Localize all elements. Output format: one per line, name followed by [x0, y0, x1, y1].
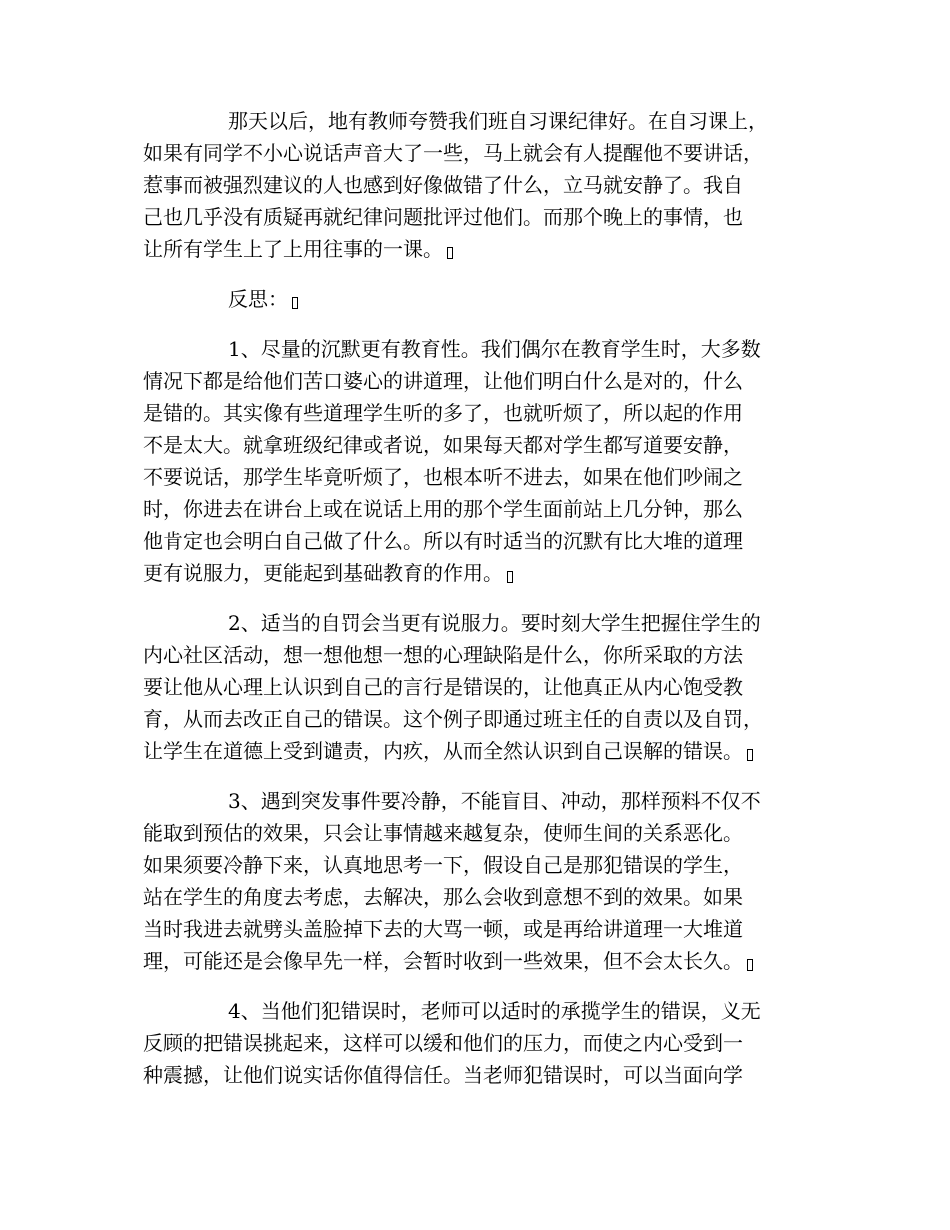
reflection-heading: 反思： — [228, 287, 288, 311]
text-line: 2、适当的自罚会当更有说服力。要时刻大学生把握住学生的 — [228, 611, 761, 635]
paragraph-mark-icon — [292, 297, 298, 309]
text-line: 种震撼，让他们说实话你值得信任。当老师犯错误时，可以当面向学 — [143, 1063, 743, 1087]
text-line: 如果须要冷静下来，认真地思考一下，假设自己是那犯错误的学生， — [143, 853, 743, 877]
text-line: 不是太大。就拿班级纪律或者说，如果每天都对学生都写道要安静， — [143, 433, 743, 457]
text-line: 3、遇到突发事件要冷静，不能盲目、冲动，那样预料不仅不 — [228, 789, 761, 813]
paragraph — [143, 105, 813, 265]
text-line: 不要说话，那学生毕竟听烦了，也根本听不进去，如果在他们吵闹之 — [143, 465, 743, 489]
text-line: 育，从而去改正自己的错误。这个例子即通过班主任的自责以及自罚， — [143, 707, 763, 731]
paragraph-mark-icon — [747, 959, 753, 971]
text-line: 时，你进去在讲台上或在说话上用的那个学生面前站上几分钟，那么 — [143, 497, 743, 521]
text-line: 要让他从心理上认识到自己的言行是错误的，让他真正从内心饱受教 — [143, 675, 743, 699]
text-line-content: 让学生在道德上受到谴责，内疚，从而全然认识到自己误解的错误。 — [143, 739, 743, 763]
text-line: 当时我进去就劈头盖脸掉下去的大骂一顿，或是再给讲道理一大堆道 — [143, 917, 743, 941]
text-line: 反顾的把错误挑起来，这样可以缓和他们的压力，而使之内心受到一 — [143, 1031, 743, 1055]
text-line: 惹事而被强烈建议的人也感到好像做错了什么，立马就安静了。我自 — [143, 173, 743, 197]
paragraph-mark-icon — [447, 247, 453, 259]
document-body — [143, 105, 813, 1109]
paragraph-mark-icon — [507, 571, 513, 583]
paragraph-heading — [143, 283, 813, 315]
paragraph — [143, 785, 813, 977]
text-line: 站在学生的角度去考虑，去解决，那么会收到意想不到的效果。如果 — [143, 885, 743, 909]
text-line: 情况下都是给他们苦口婆心的讲道理，让他们明白什么是对的，什么 — [143, 369, 743, 393]
text-line-last — [143, 233, 813, 265]
text-line-last — [143, 557, 813, 589]
text-line: 能取到预估的效果，只会让事情越来越复杂，使师生间的关系恶化。 — [143, 821, 743, 845]
text-line: 他肯定也会明白自己做了什么。所以有时适当的沉默有比大堆的道理 — [143, 529, 743, 553]
text-line: 1、尽量的沉默更有教育性。我们偶尔在教育学生时，大多数 — [228, 337, 761, 361]
text-line-last — [143, 945, 813, 977]
text-line-content: 更有说服力，更能起到基础教育的作用。 — [143, 561, 503, 585]
text-line-content: 让所有学生上了上用往事的一课。 — [143, 237, 443, 261]
paragraph-mark-icon — [747, 749, 753, 761]
text-line: 如果有同学不小心说话声音大了一些，马上就会有人提醒他不要讲话， — [143, 141, 763, 165]
text-line: 那天以后，地有教师夸赞我们班自习课纪律好。在自习课上， — [228, 109, 768, 133]
paragraph — [143, 333, 813, 589]
text-line: 内心社区活动，想一想他想一想的心理缺陷是什么，你所采取的方法 — [143, 643, 743, 667]
text-line: 4、当他们犯错误时，老师可以适时的承揽学生的错误，义无 — [228, 999, 761, 1023]
text-line: 己也几乎没有质疑再就纪律问题批评过他们。而那个晚上的事情，也 — [143, 205, 743, 229]
paragraph — [143, 607, 813, 767]
text-line: 是错的。其实像有些道理学生听的多了，也就听烦了，所以起的作用 — [143, 401, 743, 425]
text-line-content: 理，可能还是会像早先一样，会暂时收到一些效果，但不会太长久。 — [143, 949, 743, 973]
text-line-last — [143, 283, 813, 315]
text-line-last — [143, 735, 813, 767]
paragraph — [143, 995, 813, 1091]
